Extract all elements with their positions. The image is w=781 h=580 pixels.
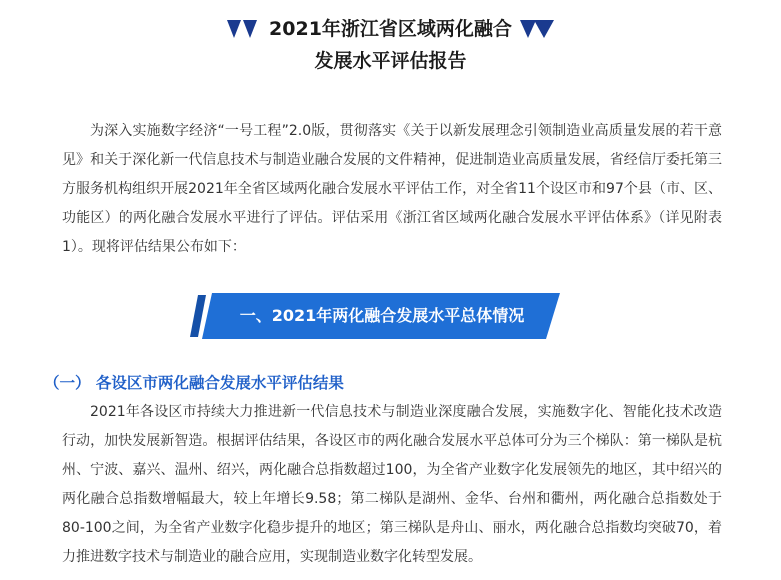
report-title (0, 14, 781, 76)
subsection-heading: （一） 各设区市两化融合发展水平评估结果 (44, 374, 344, 392)
title-text-line-2: 发展水平评估报告 (314, 50, 467, 72)
title-text-line-1: 2021年浙江省区域两化融合 (269, 18, 512, 40)
title-line-1 (0, 14, 781, 44)
triangle-pair-icon (520, 20, 554, 38)
section-banner-label: 一、2021年两化融合发展水平总体情况 (239, 306, 525, 325)
intro-paragraph: 为深入实施数字经济“一号工程”2.0版，贯彻落实《关于以新发展理念引领制造业高质量发展的若干意见》和关于深化新一代信息技术与制造业融合发展的文件精神，促进制造业高质量发展，省经信厅委托第三方服务机构组织开展2021年全省区域两化融合发展水平评估工作，对全省11个设区市和97个县（市、区、功能区）的两化融合发展水平进行了评估。评估采用《浙江省区域两化融合发展水平评估体系》（详见附表 1）。现将评估结果公布如下： (62, 123, 722, 255)
section-banner (190, 293, 560, 339)
subsection-paragraph: 2021年各设区市持续大力推进新一代信息技术与制造业深度融合发展，实施数字化、智能化技术改造行动，加快发展新智造。根据评估结果，各设区市的两化融合发展水平总体可分为三个梯队：第一梯队是杭州、宁波、嘉兴、温州、绍兴，两化融合总指数超过100，为全省产业数字化发展领先的地区，其中绍兴的两化融合总指数增幅最大，较上年增长9.58；第二梯队是湖州、金华、台州和衢州，两化融合总指数处于80-100之间，为全省产业数字化稳步提升的地区；第三梯队是舟山、丽水，两化融合总指数均突破70，着力推进数字技术与制造业的融合应用，实现制造业数字化转型发展。 (62, 404, 722, 565)
triangle-pair-icon (227, 20, 261, 38)
title-line-2 (0, 46, 781, 76)
